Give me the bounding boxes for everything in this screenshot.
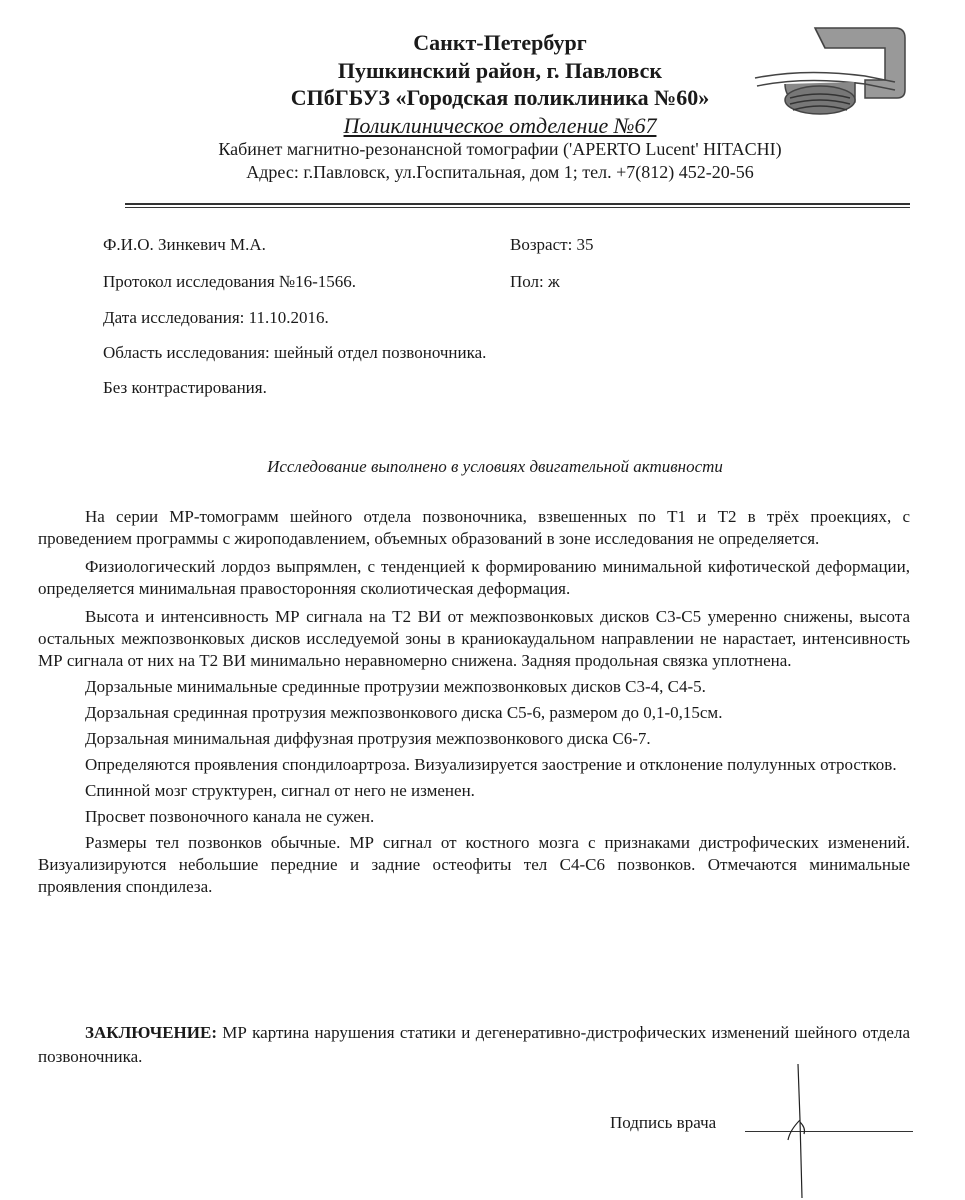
mri-scanner-logo-icon: [745, 20, 915, 130]
header-cabinet: Кабинет магнитно-резонансной томографии ('APERTO Lucent' HITACHI): [218, 139, 782, 159]
study-area: Область исследования: шейный отдел позвоночника.: [103, 343, 487, 362]
header-department: Поликлиническое отделение №67: [343, 113, 657, 138]
signature-label: Подпись врача: [610, 1113, 717, 1132]
header-institution: СПбГБУЗ «Городская поликлиника №60»: [290, 85, 710, 110]
findings-paragraph: Размеры тел позвонков обычные. МР сигнал от костного мозга с признаками дистрофических изменений. Визуализируются небольшие передние и задние остеофиты тел С4-С6 позвонков. Отмечаются минимальные проявления спондилеза.: [38, 833, 910, 896]
header-rule-thin: [125, 207, 910, 208]
contrast-info: Без контрастирования.: [103, 378, 267, 397]
header-address: Адрес: г.Павловск, ул.Госпитальная, дом 1; тел. +7(812) 452-20-56: [246, 162, 754, 182]
handwritten-signature: [760, 1060, 840, 1200]
findings-section: [38, 506, 910, 898]
findings-paragraph: Физиологический лордоз выпрямлен, с тенденцией к формированию минимальной кифотической деформации, определяется минимальная правосторонняя сколиотическая деформация.: [38, 557, 910, 598]
findings-paragraph: Дорзальные минимальные срединные протрузии межпозвонковых дисков С3-4, С4-5.: [85, 677, 706, 696]
conclusion-label: ЗАКЛЮЧЕНИЕ:: [85, 1023, 217, 1042]
conclusion-text: МР картина нарушения статики и дегенеративно-дистрофических изменений шейного отдела позвоночника.: [38, 1023, 910, 1066]
findings-paragraph: Высота и интенсивность МР сигнала на Т2 ВИ от межпозвонковых дисков С3-С5 умеренно снижены, высота остальных межпозвонковых дисков исследуемой зоны в краниокаудальном направлении не нарастает, интенсивность МР сигнала от них на Т2 ВИ минимально неравномерно снижена. Задняя продольная связка уплотнена.: [38, 607, 910, 670]
patient-sex: Пол: ж: [510, 272, 560, 291]
protocol-number: Протокол исследования №16-1566.: [103, 272, 357, 291]
header-city: Санкт-Петербург: [413, 30, 587, 55]
study-conditions-subtitle: Исследование выполнено в условиях двигательной активности: [267, 457, 723, 476]
findings-paragraph: На серии МР-томограмм шейного отдела позвоночника, взвешенных по Т1 и Т2 в трёх проекциях, с проведением программы с жироподавлением, объемных образований в зоне исследования не определяется.: [38, 507, 910, 548]
findings-paragraph: Дорзальная срединная протрузия межпозвонкового диска С5-6, размером до 0,1-0,15см.: [85, 703, 723, 722]
findings-paragraph: Дорзальная минимальная диффузная протрузия межпозвонкового диска С6-7.: [85, 729, 651, 748]
findings-paragraph: Спинной мозг структурен, сигнал от него не изменен.: [85, 781, 475, 800]
findings-paragraph: Просвет позвоночного канала не сужен.: [85, 807, 375, 826]
header-district: Пушкинский район, г. Павловск: [337, 58, 663, 83]
study-date: Дата исследования: 11.10.2016.: [103, 308, 329, 327]
findings-paragraph: Определяются проявления спондилоартроза. Визуализируется заострение и отклонение полулунных отростков.: [85, 755, 897, 774]
patient-age: Возраст: 35: [510, 235, 594, 254]
patient-name: Ф.И.О. Зинкевич М.А.: [103, 235, 266, 254]
header-rule-thick: [125, 203, 910, 205]
